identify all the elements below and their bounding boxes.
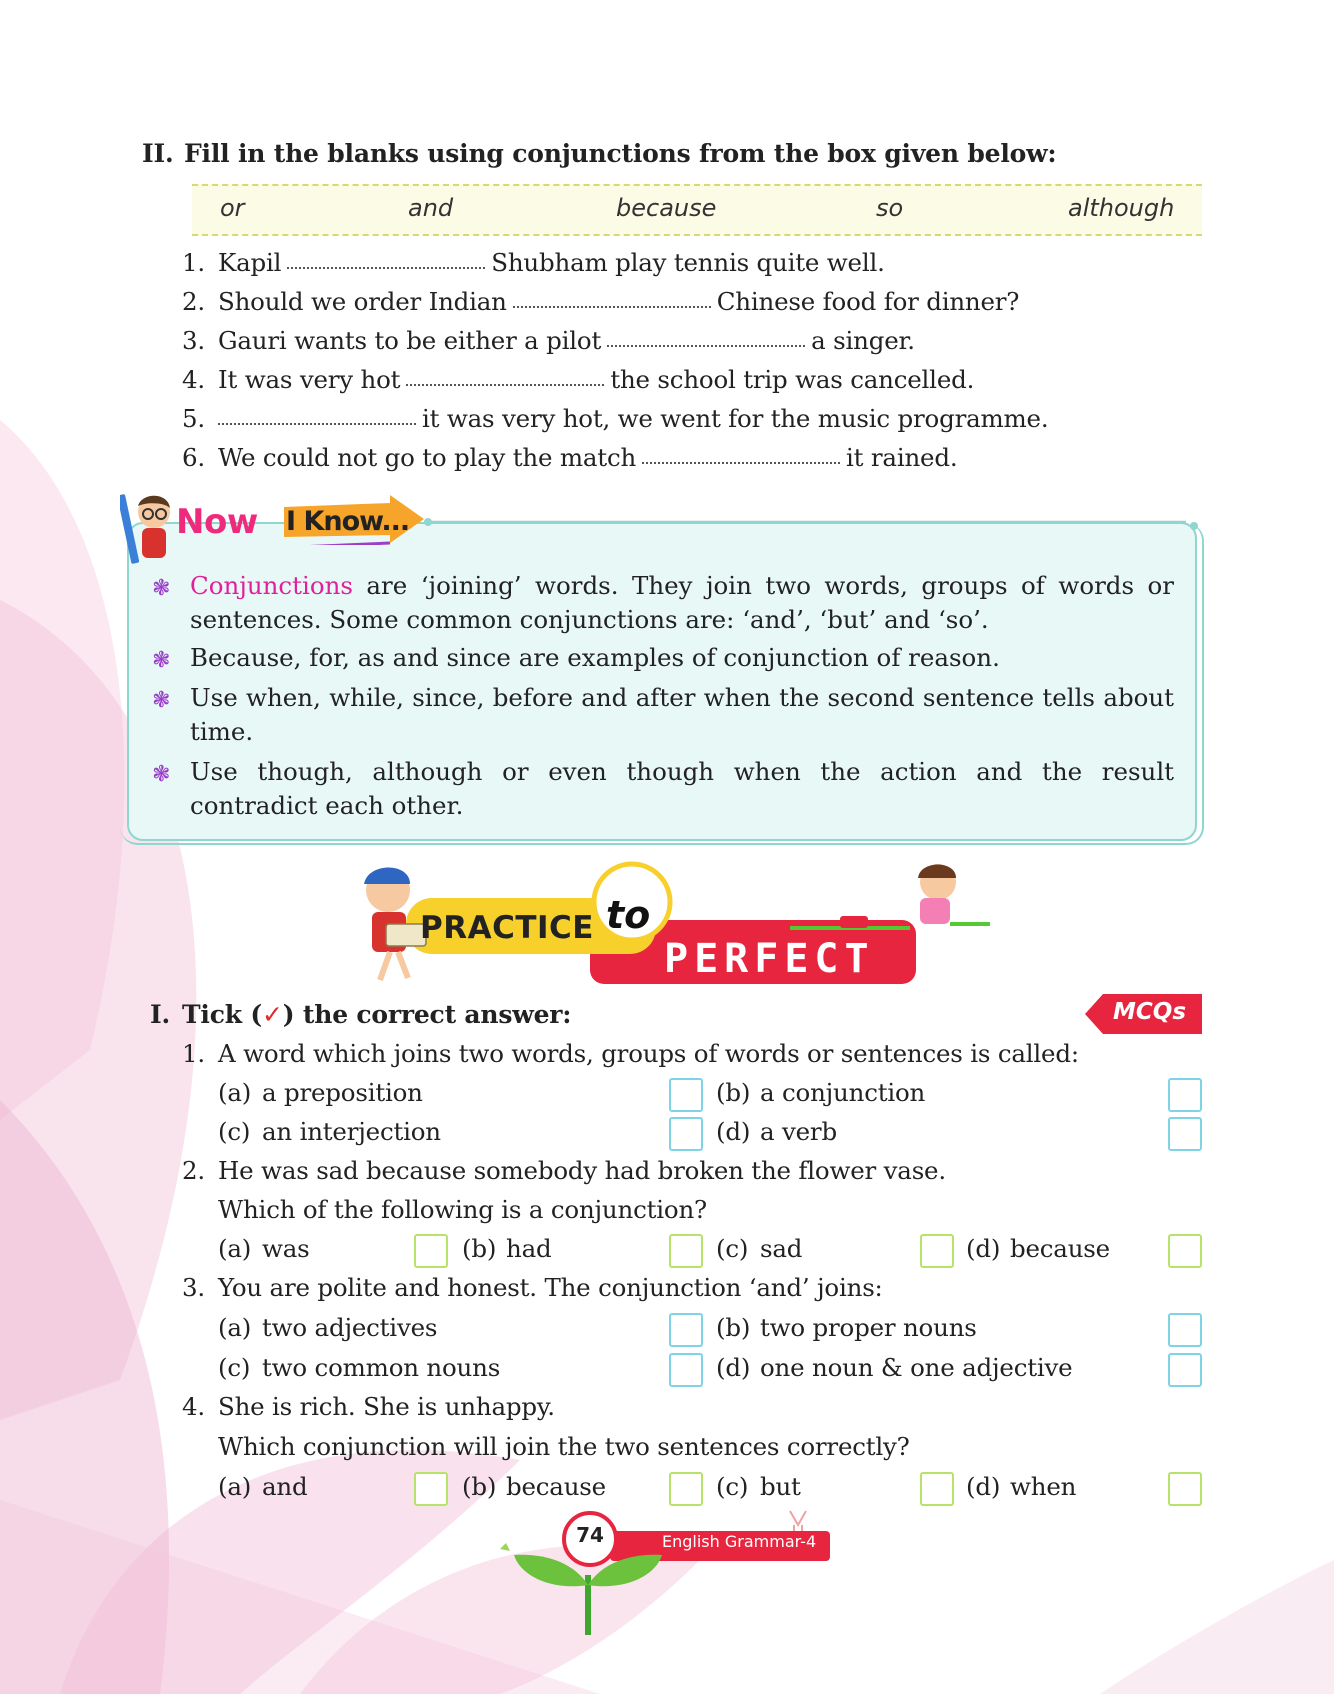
section-1-title-text: Tick ( xyxy=(182,1000,262,1029)
section-1-title-text: ) the correct answer: xyxy=(282,1000,572,1029)
bullet-flower-icon: ❃ xyxy=(152,648,171,673)
answer-checkbox[interactable] xyxy=(414,1472,448,1506)
conjunctions-highlight: Conjunctions xyxy=(190,571,353,600)
question-number: 6. xyxy=(182,443,205,472)
answer-blank[interactable] xyxy=(218,422,416,425)
option xyxy=(218,1353,500,1382)
option-letter: (a) xyxy=(218,1234,252,1263)
section-1-title xyxy=(150,1000,571,1029)
to-label: to xyxy=(606,893,651,937)
option-text: two adjectives xyxy=(262,1313,438,1342)
section-1-number: I. xyxy=(150,1000,170,1029)
question-number: 1. xyxy=(182,1039,205,1068)
option-letter: (b) xyxy=(716,1078,751,1107)
question-number: 1. xyxy=(182,248,205,277)
option-text: was xyxy=(262,1234,310,1263)
question-number: 4. xyxy=(182,1392,205,1421)
question-text: You are polite and honest. The conjunction ‘and’ joins: xyxy=(218,1273,883,1302)
option-letter: (d) xyxy=(716,1117,751,1146)
bullet-flower-icon: ❃ xyxy=(152,576,171,601)
word-box-item: because xyxy=(616,194,717,222)
option-letter: (d) xyxy=(716,1353,751,1382)
answer-checkbox[interactable] xyxy=(414,1234,448,1268)
option xyxy=(218,1234,310,1263)
option-letter: (a) xyxy=(218,1313,252,1342)
bullet-flower-icon: ❃ xyxy=(152,688,171,713)
mcq-question-line-2: Which of the following is a conjunction? xyxy=(218,1195,707,1224)
option-text: a preposition xyxy=(262,1078,423,1107)
option-letter: (a) xyxy=(218,1078,252,1107)
option xyxy=(462,1472,606,1501)
answer-checkbox[interactable] xyxy=(669,1472,703,1506)
option-letter: (c) xyxy=(218,1353,251,1382)
question-text: Chinese food for dinner? xyxy=(716,287,1020,316)
know-item xyxy=(190,755,1174,823)
section-2-number: II. xyxy=(142,139,174,168)
answer-checkbox[interactable] xyxy=(1168,1313,1202,1347)
answer-checkbox[interactable] xyxy=(669,1234,703,1268)
word-box-item: and xyxy=(408,194,454,222)
question-number: 3. xyxy=(182,1273,205,1302)
tick-icon: ✓ xyxy=(261,1000,283,1029)
option xyxy=(462,1234,551,1263)
option-letter: (d) xyxy=(966,1472,1001,1501)
mcq-tag-label: MCQs xyxy=(1113,999,1187,1025)
book-title: English Grammar-4 xyxy=(662,1532,817,1551)
option xyxy=(716,1353,1072,1382)
option-text: two proper nouns xyxy=(760,1313,977,1342)
question-text: Kapil xyxy=(218,248,282,277)
know-item-text: Use when, while, since, before and after when the second sentence tells about time. xyxy=(190,683,1174,746)
mcq-question-line-2: Which conjunction will join the two sentences correctly? xyxy=(218,1432,910,1461)
bullet-flower-icon: ❃ xyxy=(152,762,171,787)
mcq-question xyxy=(182,1039,1079,1068)
option xyxy=(966,1472,1076,1501)
option-text: but xyxy=(760,1472,801,1501)
option xyxy=(716,1078,925,1107)
option xyxy=(716,1472,801,1501)
answer-checkbox[interactable] xyxy=(920,1472,954,1506)
footer-leaf-and-ribbon-art xyxy=(490,1505,850,1645)
question-number: 4. xyxy=(182,365,205,394)
word-box-item: or xyxy=(220,194,245,222)
mcq-question xyxy=(182,1156,946,1185)
option-text: an interjection xyxy=(262,1117,441,1146)
question-text: We could not go to play the match xyxy=(218,443,637,472)
option xyxy=(218,1117,441,1146)
option-text: a verb xyxy=(760,1117,837,1146)
know-item-text: Use though, although or even though when the action and the result contradict each other. xyxy=(190,757,1174,820)
question-number: 3. xyxy=(182,326,205,355)
option xyxy=(716,1313,977,1342)
know-item xyxy=(190,681,1174,749)
answer-checkbox[interactable] xyxy=(1168,1472,1202,1506)
option-letter: (c) xyxy=(716,1472,749,1501)
section-2-title-text: Fill in the blanks using conjunctions from the box given below: xyxy=(184,139,1057,168)
fill-blank-question xyxy=(182,326,915,355)
word-box-item: so xyxy=(876,194,904,222)
answer-checkbox[interactable] xyxy=(1168,1117,1202,1151)
fill-blank-question xyxy=(182,365,974,394)
page-number: 74 xyxy=(576,1523,604,1547)
perfect-label: PERFECT xyxy=(664,936,875,982)
question-number: 5. xyxy=(182,404,205,433)
option-text: had xyxy=(506,1234,552,1263)
option-letter: (c) xyxy=(218,1117,251,1146)
know-item xyxy=(190,569,1174,637)
answer-checkbox[interactable] xyxy=(1168,1353,1202,1387)
answer-checkbox[interactable] xyxy=(1168,1234,1202,1268)
answer-checkbox[interactable] xyxy=(920,1234,954,1268)
conjunction-word-box xyxy=(192,184,1202,236)
question-text: the school trip was cancelled. xyxy=(610,365,975,394)
option-text: and xyxy=(262,1472,308,1501)
answer-checkbox[interactable] xyxy=(669,1117,703,1151)
option-letter: (d) xyxy=(966,1234,1001,1263)
question-text: He was sad because somebody had broken the flower vase. xyxy=(218,1156,946,1185)
fill-blank-question xyxy=(182,443,957,472)
mcq-question xyxy=(182,1273,883,1302)
option-letter: (b) xyxy=(462,1234,497,1263)
know-item-text: Because, for, as and since are examples of conjunction of reason. xyxy=(190,643,1000,672)
answer-checkbox[interactable] xyxy=(1168,1078,1202,1112)
question-text: Should we order Indian xyxy=(218,287,507,316)
question-number: 2. xyxy=(182,1156,205,1185)
question-text: it was very hot, we went for the music programme. xyxy=(422,404,1049,433)
know-box-top-line xyxy=(424,514,1204,530)
practice-label: PRACTICE xyxy=(420,910,594,946)
question-text: A word which joins two words, groups of words or sentences is called: xyxy=(218,1039,1079,1068)
boy-with-pencil-illustration xyxy=(120,488,180,570)
answer-checkbox[interactable] xyxy=(669,1078,703,1112)
fill-blank-question xyxy=(182,404,1048,433)
option-text: because xyxy=(506,1472,606,1501)
option-letter: (c) xyxy=(716,1234,749,1263)
option-text: because xyxy=(1010,1234,1110,1263)
answer-blank[interactable] xyxy=(642,461,840,464)
answer-blank[interactable] xyxy=(287,266,485,269)
question-text: It was very hot xyxy=(218,365,401,394)
option xyxy=(716,1117,837,1146)
answer-checkbox[interactable] xyxy=(669,1313,703,1347)
question-text: it rained. xyxy=(846,443,958,472)
fill-blank-question xyxy=(182,248,885,277)
now-i-know-title-know: I Know... xyxy=(286,506,410,537)
option-letter: (b) xyxy=(716,1313,751,1342)
word-box-item: although xyxy=(1068,194,1175,222)
question-number: 2. xyxy=(182,287,205,316)
answer-blank[interactable] xyxy=(607,344,805,347)
option xyxy=(218,1313,437,1342)
mcq-question xyxy=(182,1392,555,1421)
option-letter: (b) xyxy=(462,1472,497,1501)
option xyxy=(218,1078,423,1107)
fill-blank-question xyxy=(182,287,1019,316)
know-item-text: are ‘joining’ words. They join two words, groups of words or sentences. Some common conjunctions are: ‘and’, ‘but’ and ‘so’. xyxy=(190,571,1174,634)
option-text: sad xyxy=(760,1234,803,1263)
section-2-title xyxy=(142,139,1056,168)
question-text: She is rich. She is unhappy. xyxy=(218,1392,555,1421)
option-text: two common nouns xyxy=(262,1353,501,1382)
now-i-know-title-now: Now xyxy=(176,502,258,542)
question-text: Shubham play tennis quite well. xyxy=(491,248,885,277)
question-text: Gauri wants to be either a pilot xyxy=(218,326,602,355)
option-text: one noun & one adjective xyxy=(760,1353,1073,1382)
know-item xyxy=(190,641,1174,675)
answer-blank[interactable] xyxy=(406,383,604,386)
option xyxy=(716,1234,802,1263)
option xyxy=(966,1234,1110,1263)
answer-blank[interactable] xyxy=(513,305,711,308)
option-text: when xyxy=(1010,1472,1077,1501)
answer-checkbox[interactable] xyxy=(669,1353,703,1387)
option-text: a conjunction xyxy=(760,1078,926,1107)
option xyxy=(218,1472,307,1501)
option-letter: (a) xyxy=(218,1472,252,1501)
question-text: a singer. xyxy=(811,326,915,355)
